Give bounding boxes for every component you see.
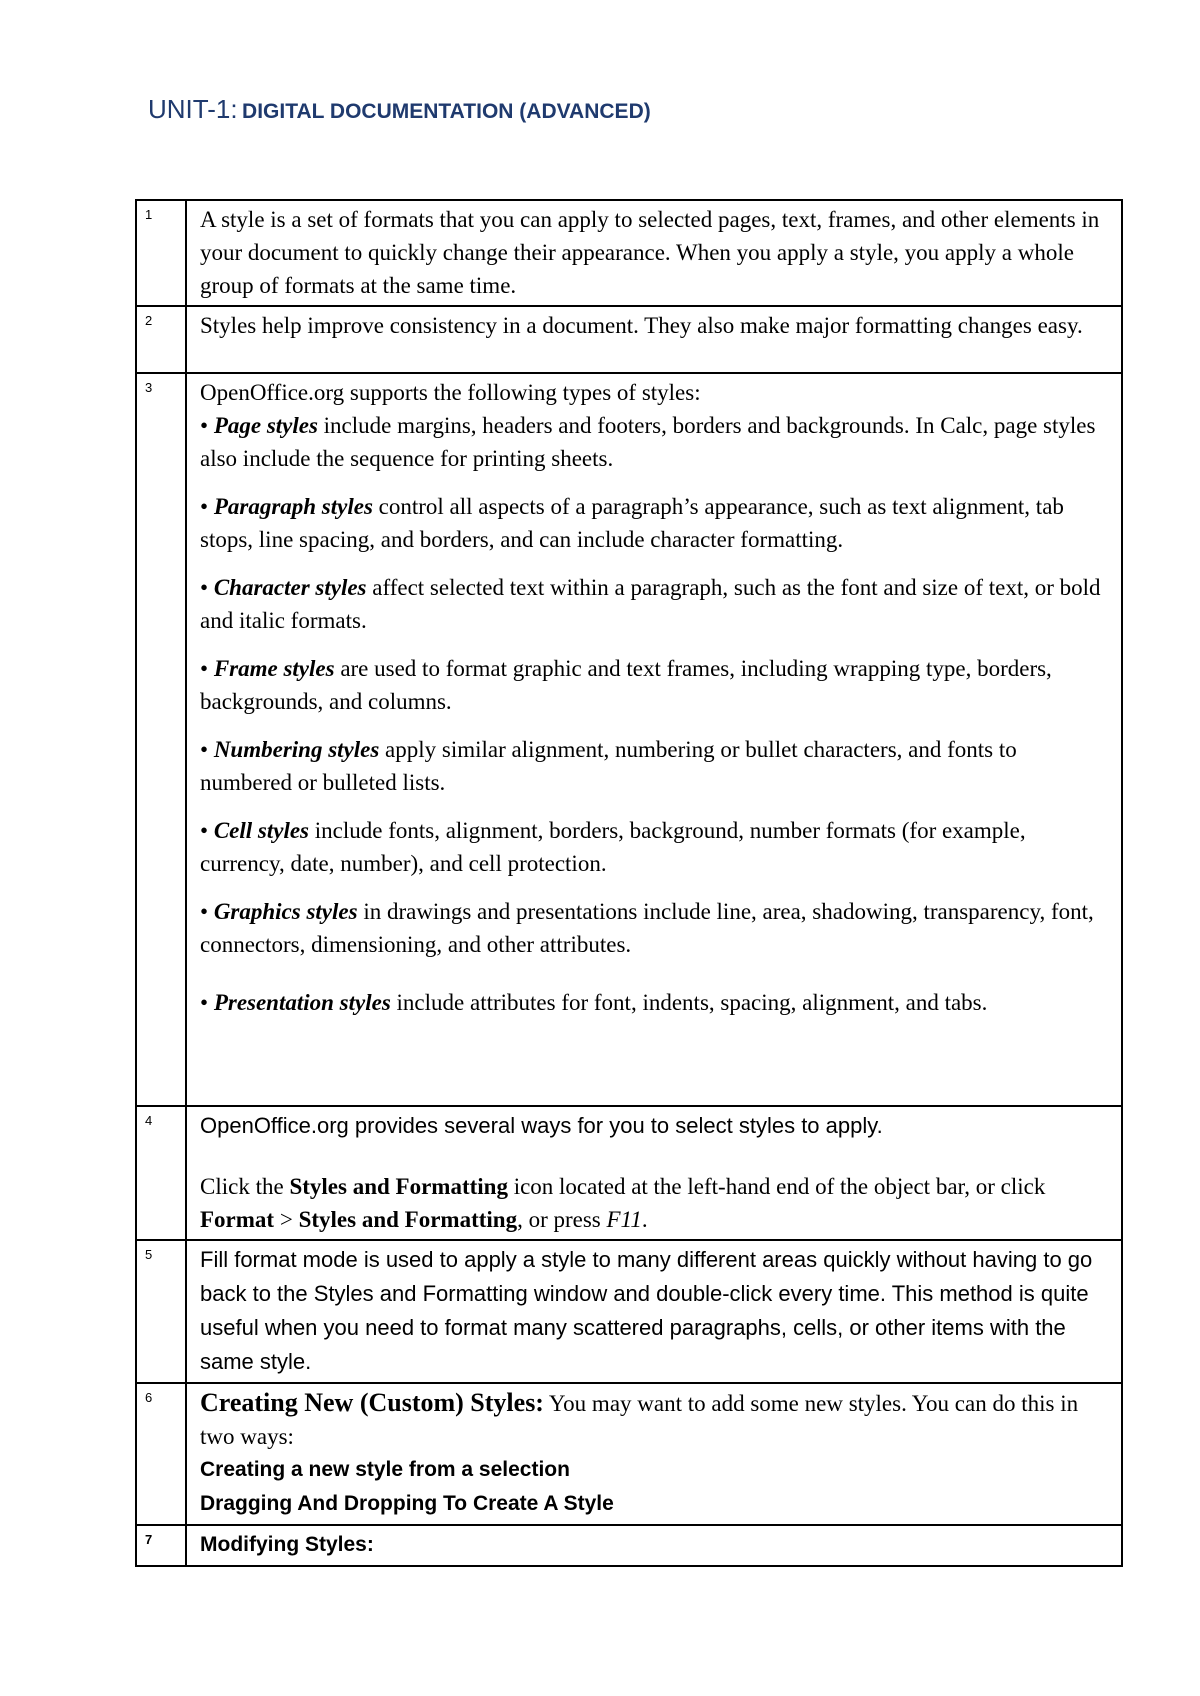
menu-reference: Styles and Formatting	[298, 1207, 518, 1232]
section-heading: Modifying Styles:	[200, 1533, 374, 1556]
table-row	[136, 373, 1122, 1106]
page-title	[148, 94, 651, 125]
row-content	[186, 1106, 1122, 1240]
row-content	[186, 200, 1122, 306]
row-text	[200, 1170, 1111, 1236]
style-term: Paragraph styles	[213, 494, 373, 519]
row-content	[186, 373, 1122, 1106]
row-text	[200, 1386, 1111, 1453]
text-run: , or press	[517, 1207, 607, 1232]
style-term: Numbering styles	[213, 737, 380, 762]
table-row	[136, 1525, 1122, 1566]
style-bullet: • Presentation styles include attributes for font, indents, spacing, alignment, and tabs.	[200, 990, 988, 1015]
subject-label: DIGITAL DOCUMENTATION (ADVANCED)	[242, 100, 651, 123]
style-bullet: • Page styles include margins, headers and footers, borders and backgrounds. In Calc, page styles also include the sequence for printing sheets.	[200, 413, 1096, 471]
text-run: >	[274, 1207, 299, 1232]
row-number: 5	[136, 1240, 186, 1383]
table-row	[136, 1240, 1122, 1383]
style-term: Cell styles	[213, 818, 309, 843]
style-term: Graphics styles	[213, 899, 358, 924]
row-number: 2	[136, 306, 186, 373]
style-bullet: • Cell styles include fonts, alignment, borders, background, number formats (for example, currency, date, number), and cell protection.	[200, 818, 1026, 876]
table-row	[136, 1106, 1122, 1240]
style-bullet: • Numbering styles apply similar alignment, numbering or bullet characters, and fonts to numbered or bulleted lists.	[200, 737, 1017, 795]
text-run: .	[641, 1207, 648, 1232]
table-row	[136, 306, 1122, 373]
style-term: Frame styles	[213, 656, 335, 681]
row-content	[186, 306, 1122, 373]
menu-reference: Styles and Formatting	[289, 1174, 508, 1199]
style-desc: include fonts, alignment, borders, background, number formats (for example, currency, date, number), and cell protection.	[200, 818, 1026, 876]
table-row	[136, 200, 1122, 306]
row-content	[186, 1383, 1122, 1525]
method-item: Dragging And Dropping To Create A Style	[200, 1492, 614, 1515]
style-bullet: • Frame styles are used to format graphic and text frames, including wrapping type, borders, backgrounds, and columns.	[200, 656, 1052, 714]
style-desc: include margins, headers and footers, borders and backgrounds. In Calc, page styles also include the sequence for printing sheets.	[200, 413, 1096, 471]
style-desc: in drawings and presentations include line, area, shadowing, transparency, font, connectors, dimensioning, and other attributes.	[200, 899, 1094, 957]
row-number: 3	[136, 373, 186, 1106]
row-number: 1	[136, 200, 186, 306]
unit-label: UNIT-1:	[148, 94, 238, 124]
style-bullet: • Paragraph styles control all aspects of a paragraph’s appearance, such as text alignment, tab stops, line spacing, and borders, and can include character formatting.	[200, 494, 1064, 552]
style-term: Character styles	[213, 575, 367, 600]
text-run: icon located at the left-hand end of the object bar, or click	[507, 1174, 1046, 1199]
style-desc: control all aspects of a paragraph’s appearance, such as text alignment, tab stops, line spacing, and borders, and can include character formatting.	[200, 494, 1064, 552]
row-number: 7	[136, 1525, 186, 1566]
shortcut-key: F11	[606, 1207, 642, 1232]
row-text: A style is a set of formats that you can apply to selected pages, text, frames, and other elements in your document to quickly change their appearance. When you apply a style, you apply a whole group of formats at the same time.	[200, 207, 1100, 298]
styles-intro: OpenOffice.org supports the following types of styles:	[200, 380, 701, 405]
style-desc: are used to format graphic and text frames, including wrapping type, borders, backgrounds, and columns.	[200, 656, 1052, 714]
section-heading: Creating New (Custom) Styles:	[200, 1388, 544, 1417]
style-desc: include attributes for font, indents, spacing, alignment, and tabs.	[390, 990, 988, 1015]
row-number: 4	[136, 1106, 186, 1240]
method-item: Creating a new style from a selection	[200, 1458, 570, 1481]
menu-reference: Format	[200, 1207, 275, 1232]
row-content	[186, 1240, 1122, 1383]
style-bullet: • Character styles affect selected text within a paragraph, such as the font and size of text, or bold and italic formats.	[200, 575, 1101, 633]
row-number: 6	[136, 1383, 186, 1525]
style-desc: apply similar alignment, numbering or bullet characters, and fonts to numbered or bulleted lists.	[200, 737, 1017, 795]
row-text: OpenOffice.org provides several ways for you to select styles to apply.	[200, 1113, 883, 1138]
row-text: Fill format mode is used to apply a style to many different areas quickly without having to go back to the Styles and Formatting window and double-click every time. This method is quite useful when you need to format many scattered paragraphs, cells, or other items with the same style.	[200, 1247, 1093, 1374]
style-term: Page styles	[213, 413, 318, 438]
row-text: Styles help improve consistency in a document. They also make major formatting changes easy.	[200, 313, 1083, 338]
table-row	[136, 1383, 1122, 1525]
text-run: Click the	[200, 1174, 290, 1199]
style-term: Presentation styles	[213, 990, 391, 1015]
row-content	[186, 1525, 1122, 1566]
notes-table	[135, 199, 1123, 1567]
style-bullet: • Graphics styles in drawings and presentations include line, area, shadowing, transparency, font, connectors, dimensioning, and other attributes.	[200, 899, 1094, 957]
style-desc: affect selected text within a paragraph, such as the font and size of text, or bold and italic formats.	[200, 575, 1101, 633]
text-run: You may want to add some new styles. You can do this in two ways:	[200, 1391, 1079, 1449]
